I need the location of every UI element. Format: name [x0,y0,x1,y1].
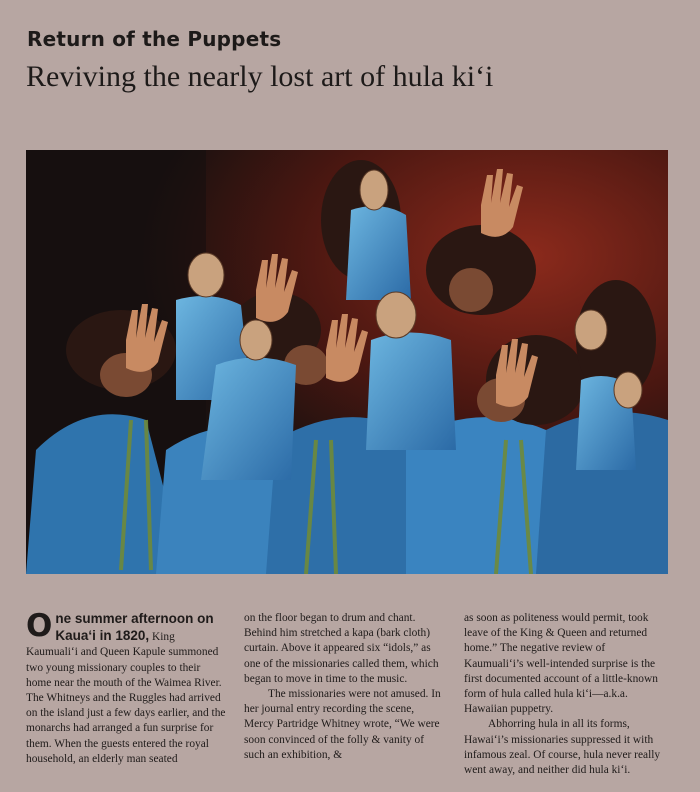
lead-in: ne summer afternoon on Kauaʻi in 1820, [55,611,214,644]
paragraph: Abhorring hula in all its forms, Hawaiʻi’s missionaries suppressed it with infamous zeal. Of course, hula never really went away, and neither did hula kiʻi. [464,718,661,777]
paragraph: on the floor began to drum and chant. Behind him stretched a kapa (bark cloth) curtain. Above it appeared six “idols,” as one of the missionaries called them, which began to move in time to the music. [244,612,439,685]
article-column-3 [464,611,664,778]
body-text: King Kaumualiʻi and Queen Kapule summoned two young missionary couples to their home near the mouth of the Waimea River. The Whitneys and the Ruggles had arrived on the island just a few days earlier, and the monarchs had arranged a fun surprise for them. When the guests entered the royal household, an elderly man seated [26,631,226,765]
paragraph: The missionaries were not amused. In her journal entry recording the scene, Mercy Partridge Whitney wrote, “We were soon convinced of the folly & vanity of such an exhibition, & [244,688,441,761]
article-column-1 [26,608,226,767]
drop-cap: O [26,608,53,644]
hula-puppet-photo [26,150,668,574]
section-kicker: Return of the Puppets [27,27,282,51]
article-column-2 [244,611,444,763]
paragraph: as soon as politeness would permit, took leave of the King & Queen and returned home.” The negative review of Kaumualiʻi’s well-intended surprise is the first documented account of a little-known form of hula called hula kiʻi—a.k.a. Hawaiian puppetry. [464,612,658,716]
article-headline: Reviving the nearly lost art of hula kiʻi [26,60,494,93]
